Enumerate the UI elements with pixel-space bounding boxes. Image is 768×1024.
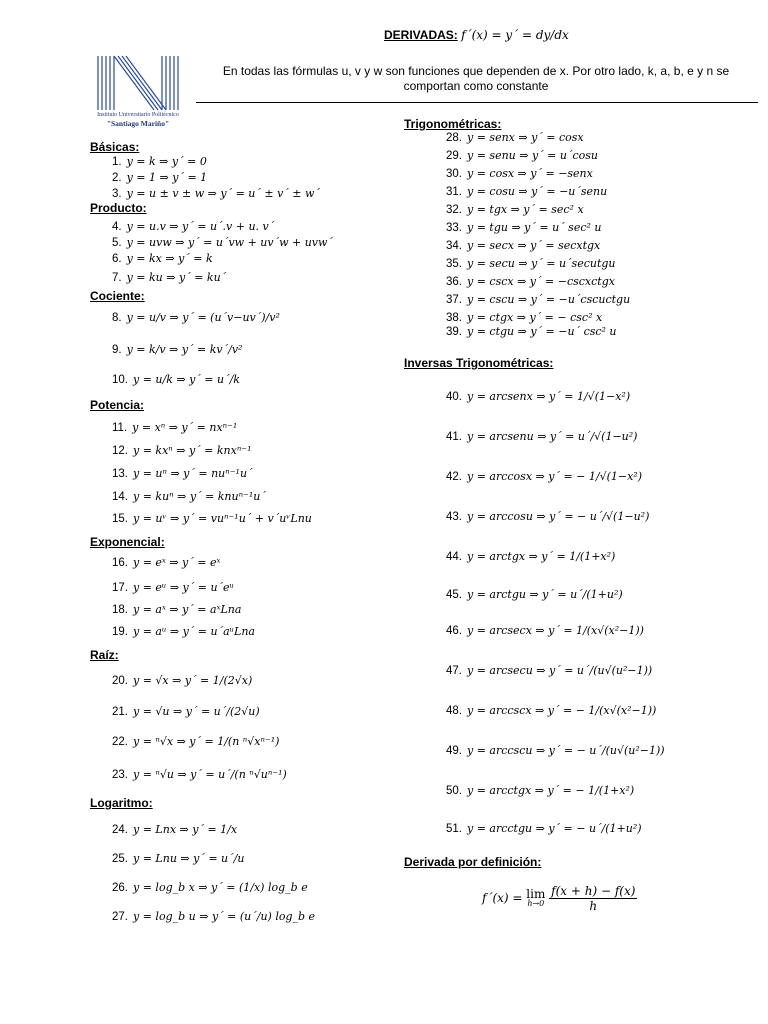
formula-expression: y = kx ⇒ y´ = k xyxy=(126,252,213,265)
formula-item xyxy=(446,664,652,677)
formula-item xyxy=(112,881,308,894)
formula-number: 33. xyxy=(446,222,462,234)
definition-fraction xyxy=(549,884,637,913)
formula-item xyxy=(112,823,237,836)
formula-expression: y = cosx ⇒ y´ = −senx xyxy=(467,167,593,180)
section-exponencial: Exponencial: xyxy=(90,535,165,549)
formula-number: 3. xyxy=(112,188,122,200)
formula-item xyxy=(112,252,213,265)
section-inversas: Inversas Trigonométricas: xyxy=(404,356,554,370)
formula-expression: y = kuⁿ ⇒ y´ = knuⁿ⁻¹u´ xyxy=(133,490,266,503)
formula-expression: y = u.v ⇒ y´ = u´.v + u. v´ xyxy=(126,220,275,233)
title-formula: f´(x) = y´ = dy/dx xyxy=(461,28,569,42)
formula-expression: y = xⁿ ⇒ y´ = nxⁿ⁻¹ xyxy=(132,421,238,434)
formula-item xyxy=(112,910,315,923)
formula-number: 2. xyxy=(112,172,122,184)
formula-expression: y = Lnu ⇒ y´ = u´/u xyxy=(133,852,245,865)
formula-number: 18. xyxy=(112,604,128,616)
formula-expression: y = tgx ⇒ y´ = sec² x xyxy=(467,203,584,216)
section-trigonometricas: Trigonométricas: xyxy=(404,117,502,131)
formula-expression: y = aᵘ ⇒ y´ = u´aᵘLna xyxy=(133,625,255,638)
formula-number: 41. xyxy=(446,431,462,443)
section-logaritmo: Logaritmo: xyxy=(90,796,153,810)
formula-expression: y = tgu ⇒ y´ = u´ sec² u xyxy=(467,221,602,234)
formula-expression: y = u/v ⇒ y´ = (u´v−uv´)/v² xyxy=(126,311,280,324)
formula-expression: y = senx ⇒ y´ = cosx xyxy=(467,131,584,144)
formula-expression: y = 1 ⇒ y´ = 1 xyxy=(126,171,208,184)
formula-item xyxy=(446,185,607,198)
formula-expression: y = kxⁿ ⇒ y´ = knxⁿ⁻¹ xyxy=(133,444,252,457)
formula-expression: y = cosu ⇒ y´ = −u´senu xyxy=(467,185,608,198)
formula-number: 48. xyxy=(446,705,462,717)
formula-number: 10. xyxy=(112,374,128,386)
formula-number: 29. xyxy=(446,150,462,162)
formula-item xyxy=(446,588,623,601)
formula-item xyxy=(112,444,252,457)
formula-expression: y = ctgx ⇒ y´ = − csc² x xyxy=(467,311,603,324)
formula-item xyxy=(446,510,649,523)
formula-expression: y = arcsenu ⇒ y´ = u´/√(1−u²) xyxy=(467,430,638,443)
formula-item xyxy=(112,674,252,687)
formula-expression: y = ku ⇒ y´ = ku´ xyxy=(126,271,227,284)
logo-line-1: Instituto Universitario Politécnico xyxy=(97,112,179,118)
formula-number: 49. xyxy=(446,745,462,757)
formula-number: 25. xyxy=(112,853,128,865)
formula-expression: y = u ± v ± w ⇒ y´ = u´ ± v´ ± w´ xyxy=(126,187,320,200)
formula-item xyxy=(112,343,242,356)
formula-expression: y = arcctgx ⇒ y´ = − 1/(1+x²) xyxy=(467,784,635,797)
formula-item xyxy=(112,373,240,386)
formula-number: 21. xyxy=(112,706,128,718)
formula-number: 4. xyxy=(112,221,122,233)
formula-number: 26. xyxy=(112,882,128,894)
formula-item xyxy=(112,236,333,249)
section-raiz: Raíz: xyxy=(90,648,119,662)
formula-number: 50. xyxy=(446,785,462,797)
formula-item xyxy=(112,490,266,503)
formula-item xyxy=(446,257,616,270)
formula-expression: y = k ⇒ y´ = 0 xyxy=(126,155,207,168)
formula-expression: y = uⁿ ⇒ y´ = nuⁿ⁻¹u´ xyxy=(133,467,253,480)
logo-line-2: "Santiago Mariño" xyxy=(106,119,170,128)
formula-item xyxy=(112,603,241,616)
limit-subscript: h→0 xyxy=(527,898,545,908)
formula-item xyxy=(112,625,255,638)
formula-expression: y = arctgx ⇒ y´ = 1/(1+x²) xyxy=(467,550,616,563)
formula-expression: y = ⁿ√x ⇒ y´ = 1/(n ⁿ√xⁿ⁻¹) xyxy=(133,735,280,748)
formula-item xyxy=(112,512,312,525)
section-definicion: Derivada por definición: xyxy=(404,855,542,869)
formula-number: 15. xyxy=(112,513,128,525)
formula-expression: y = secx ⇒ y´ = secxtgx xyxy=(467,239,601,252)
formula-item xyxy=(112,735,279,748)
formula-expression: y = arcsecu ⇒ y´ = u´/(u√(u²−1)) xyxy=(467,664,653,677)
formula-number: 14. xyxy=(112,491,128,503)
formula-expression: y = ⁿ√u ⇒ y´ = u´/(n ⁿ√uⁿ⁻¹) xyxy=(133,768,287,781)
definition-numerator: f(x + h) − f(x) xyxy=(551,884,636,898)
formula-number: 37. xyxy=(446,294,462,306)
formula-number: 34. xyxy=(446,240,462,252)
formula-item xyxy=(446,822,642,835)
formula-item xyxy=(112,421,237,434)
intro-line-1: En todas las fórmulas u, v y w son funciones que dependen de x. Por otro lado, k, a, b, e y n se xyxy=(222,64,730,78)
formula-item xyxy=(112,220,274,233)
formula-item xyxy=(112,768,287,781)
formula-item xyxy=(446,239,600,252)
formula-expression: y = arccosx ⇒ y´ = − 1/√(1−x²) xyxy=(467,470,643,483)
formula-item xyxy=(446,311,602,324)
formula-number: 39. xyxy=(446,326,462,338)
formula-item xyxy=(446,744,665,757)
formula-number: 45. xyxy=(446,589,462,601)
formula-item xyxy=(112,467,253,480)
formula-item xyxy=(446,221,602,234)
formula-expression: y = arctgu ⇒ y´ = u´/(1+u²) xyxy=(467,588,623,601)
formula-expression: y = cscu ⇒ y´ = −u´cscuctgu xyxy=(467,293,631,306)
formula-item xyxy=(446,624,644,637)
formula-item xyxy=(112,556,220,569)
formula-item xyxy=(446,203,584,216)
formula-item xyxy=(446,293,630,306)
intro-text xyxy=(196,64,756,94)
formula-expression: y = arccscu ⇒ y´ = − u´/(u√(u²−1)) xyxy=(467,744,665,757)
formula-number: 19. xyxy=(112,626,128,638)
formula-number: 43. xyxy=(446,511,462,523)
formula-number: 6. xyxy=(112,253,122,265)
formula-number: 36. xyxy=(446,276,462,288)
formula-number: 35. xyxy=(446,258,462,270)
section-cociente: Cociente: xyxy=(90,289,145,303)
formula-number: 1. xyxy=(112,156,122,168)
formula-expression: y = arccosu ⇒ y´ = − u´/√(1−u²) xyxy=(467,510,650,523)
formula-item xyxy=(112,852,244,865)
formula-expression: y = log_b x ⇒ y´ = (1/x) log_b e xyxy=(133,881,308,894)
formula-expression: y = √u ⇒ y´ = u´/(2√u) xyxy=(133,705,260,718)
formula-number: 27. xyxy=(112,911,128,923)
formula-expression: y = arcsenx ⇒ y´ = 1/√(1−x²) xyxy=(467,390,631,403)
formula-number: 23. xyxy=(112,769,128,781)
definition-lhs: f´(x) = xyxy=(482,891,523,905)
formula-expression: y = u/k ⇒ y´ = u´/k xyxy=(133,373,240,386)
formula-expression: y = uᵛ ⇒ y´ = vuⁿ⁻¹u´ + v´uᵛLnu xyxy=(133,512,312,525)
formula-number: 12. xyxy=(112,445,128,457)
formula-item xyxy=(112,311,280,324)
formula-expression: y = eᵘ ⇒ y´ = u´eᵘ xyxy=(133,581,234,594)
formula-item xyxy=(112,187,320,200)
limit-operator xyxy=(526,886,546,909)
formula-number: 46. xyxy=(446,625,462,637)
formula-expression: y = arcctgu ⇒ y´ = − u´/(1+u²) xyxy=(467,822,642,835)
formula-expression: y = senu ⇒ y´ = u´cosu xyxy=(467,149,598,162)
formula-number: 42. xyxy=(446,471,462,483)
formula-item xyxy=(446,275,615,288)
limit-text: lim xyxy=(526,886,546,901)
formula-number: 9. xyxy=(112,344,122,356)
formula-expression: y = k/v ⇒ y´ = kv´/v² xyxy=(126,343,243,356)
formula-item xyxy=(112,581,234,594)
formula-item xyxy=(446,704,656,717)
page-title xyxy=(384,28,569,42)
formula-item xyxy=(446,149,598,162)
intro-line-2: comportan como constante xyxy=(403,79,549,93)
formula-item xyxy=(112,171,207,184)
formula-expression: y = Lnx ⇒ y´ = 1/x xyxy=(133,823,238,836)
formula-expression: y = aˣ ⇒ y´ = aˣLna xyxy=(133,603,242,616)
formula-number: 11. xyxy=(112,422,128,434)
title-label: DERIVADAS: xyxy=(384,28,458,42)
formula-number: 17. xyxy=(112,582,128,594)
formula-number: 30. xyxy=(446,168,462,180)
formula-number: 40. xyxy=(446,391,462,403)
formula-expression: y = eˣ ⇒ y´ = eˣ xyxy=(133,556,221,569)
formula-number: 13. xyxy=(112,468,128,480)
formula-item xyxy=(112,155,207,168)
formula-expression: y = cscx ⇒ y´ = −cscxctgx xyxy=(467,275,615,288)
formula-item xyxy=(112,705,260,718)
formula-expression: y = arccscx ⇒ y´ = − 1/(x√(x²−1)) xyxy=(467,704,657,717)
formula-item xyxy=(446,784,634,797)
formula-expression: y = arcsecx ⇒ y´ = 1/(x√(x²−1)) xyxy=(467,624,644,637)
formula-item xyxy=(112,271,226,284)
definition-denominator: h xyxy=(589,899,598,913)
section-basicas: Básicas: xyxy=(90,140,140,154)
formula-expression: y = ctgu ⇒ y´ = −u´ csc² u xyxy=(467,325,617,338)
formula-number: 5. xyxy=(112,237,122,249)
formula-item xyxy=(446,325,617,338)
formula-number: 22. xyxy=(112,736,128,748)
derivative-definition xyxy=(482,884,637,913)
formula-number: 51. xyxy=(446,823,462,835)
logo-caption xyxy=(88,112,188,128)
formula-expression: y = log_b u ⇒ y´ = (u´/u) log_b e xyxy=(133,910,316,923)
formula-number: 31. xyxy=(446,186,462,198)
formula-expression: y = uvw ⇒ y´ = u´vw + uv´w + uvw´ xyxy=(126,236,333,249)
formula-item xyxy=(446,390,630,403)
section-producto: Producto: xyxy=(90,201,147,215)
formula-number: 47. xyxy=(446,665,462,677)
formula-item xyxy=(446,430,637,443)
formula-number: 20. xyxy=(112,675,128,687)
formula-number: 28. xyxy=(446,132,462,144)
formula-number: 8. xyxy=(112,312,122,324)
formula-item xyxy=(446,167,593,180)
formula-number: 7. xyxy=(112,272,122,284)
formula-item xyxy=(446,550,615,563)
formula-item xyxy=(446,470,642,483)
header-divider xyxy=(196,102,758,103)
formula-number: 32. xyxy=(446,204,462,216)
section-potencia: Potencia: xyxy=(90,398,145,412)
formula-expression: y = √x ⇒ y´ = 1/(2√x) xyxy=(133,674,253,687)
formula-item xyxy=(446,131,584,144)
formula-number: 16. xyxy=(112,557,128,569)
formula-number: 38. xyxy=(446,312,462,324)
formula-expression: y = secu ⇒ y´ = u´secutgu xyxy=(467,257,616,270)
formula-number: 44. xyxy=(446,551,462,563)
formula-number: 24. xyxy=(112,824,128,836)
